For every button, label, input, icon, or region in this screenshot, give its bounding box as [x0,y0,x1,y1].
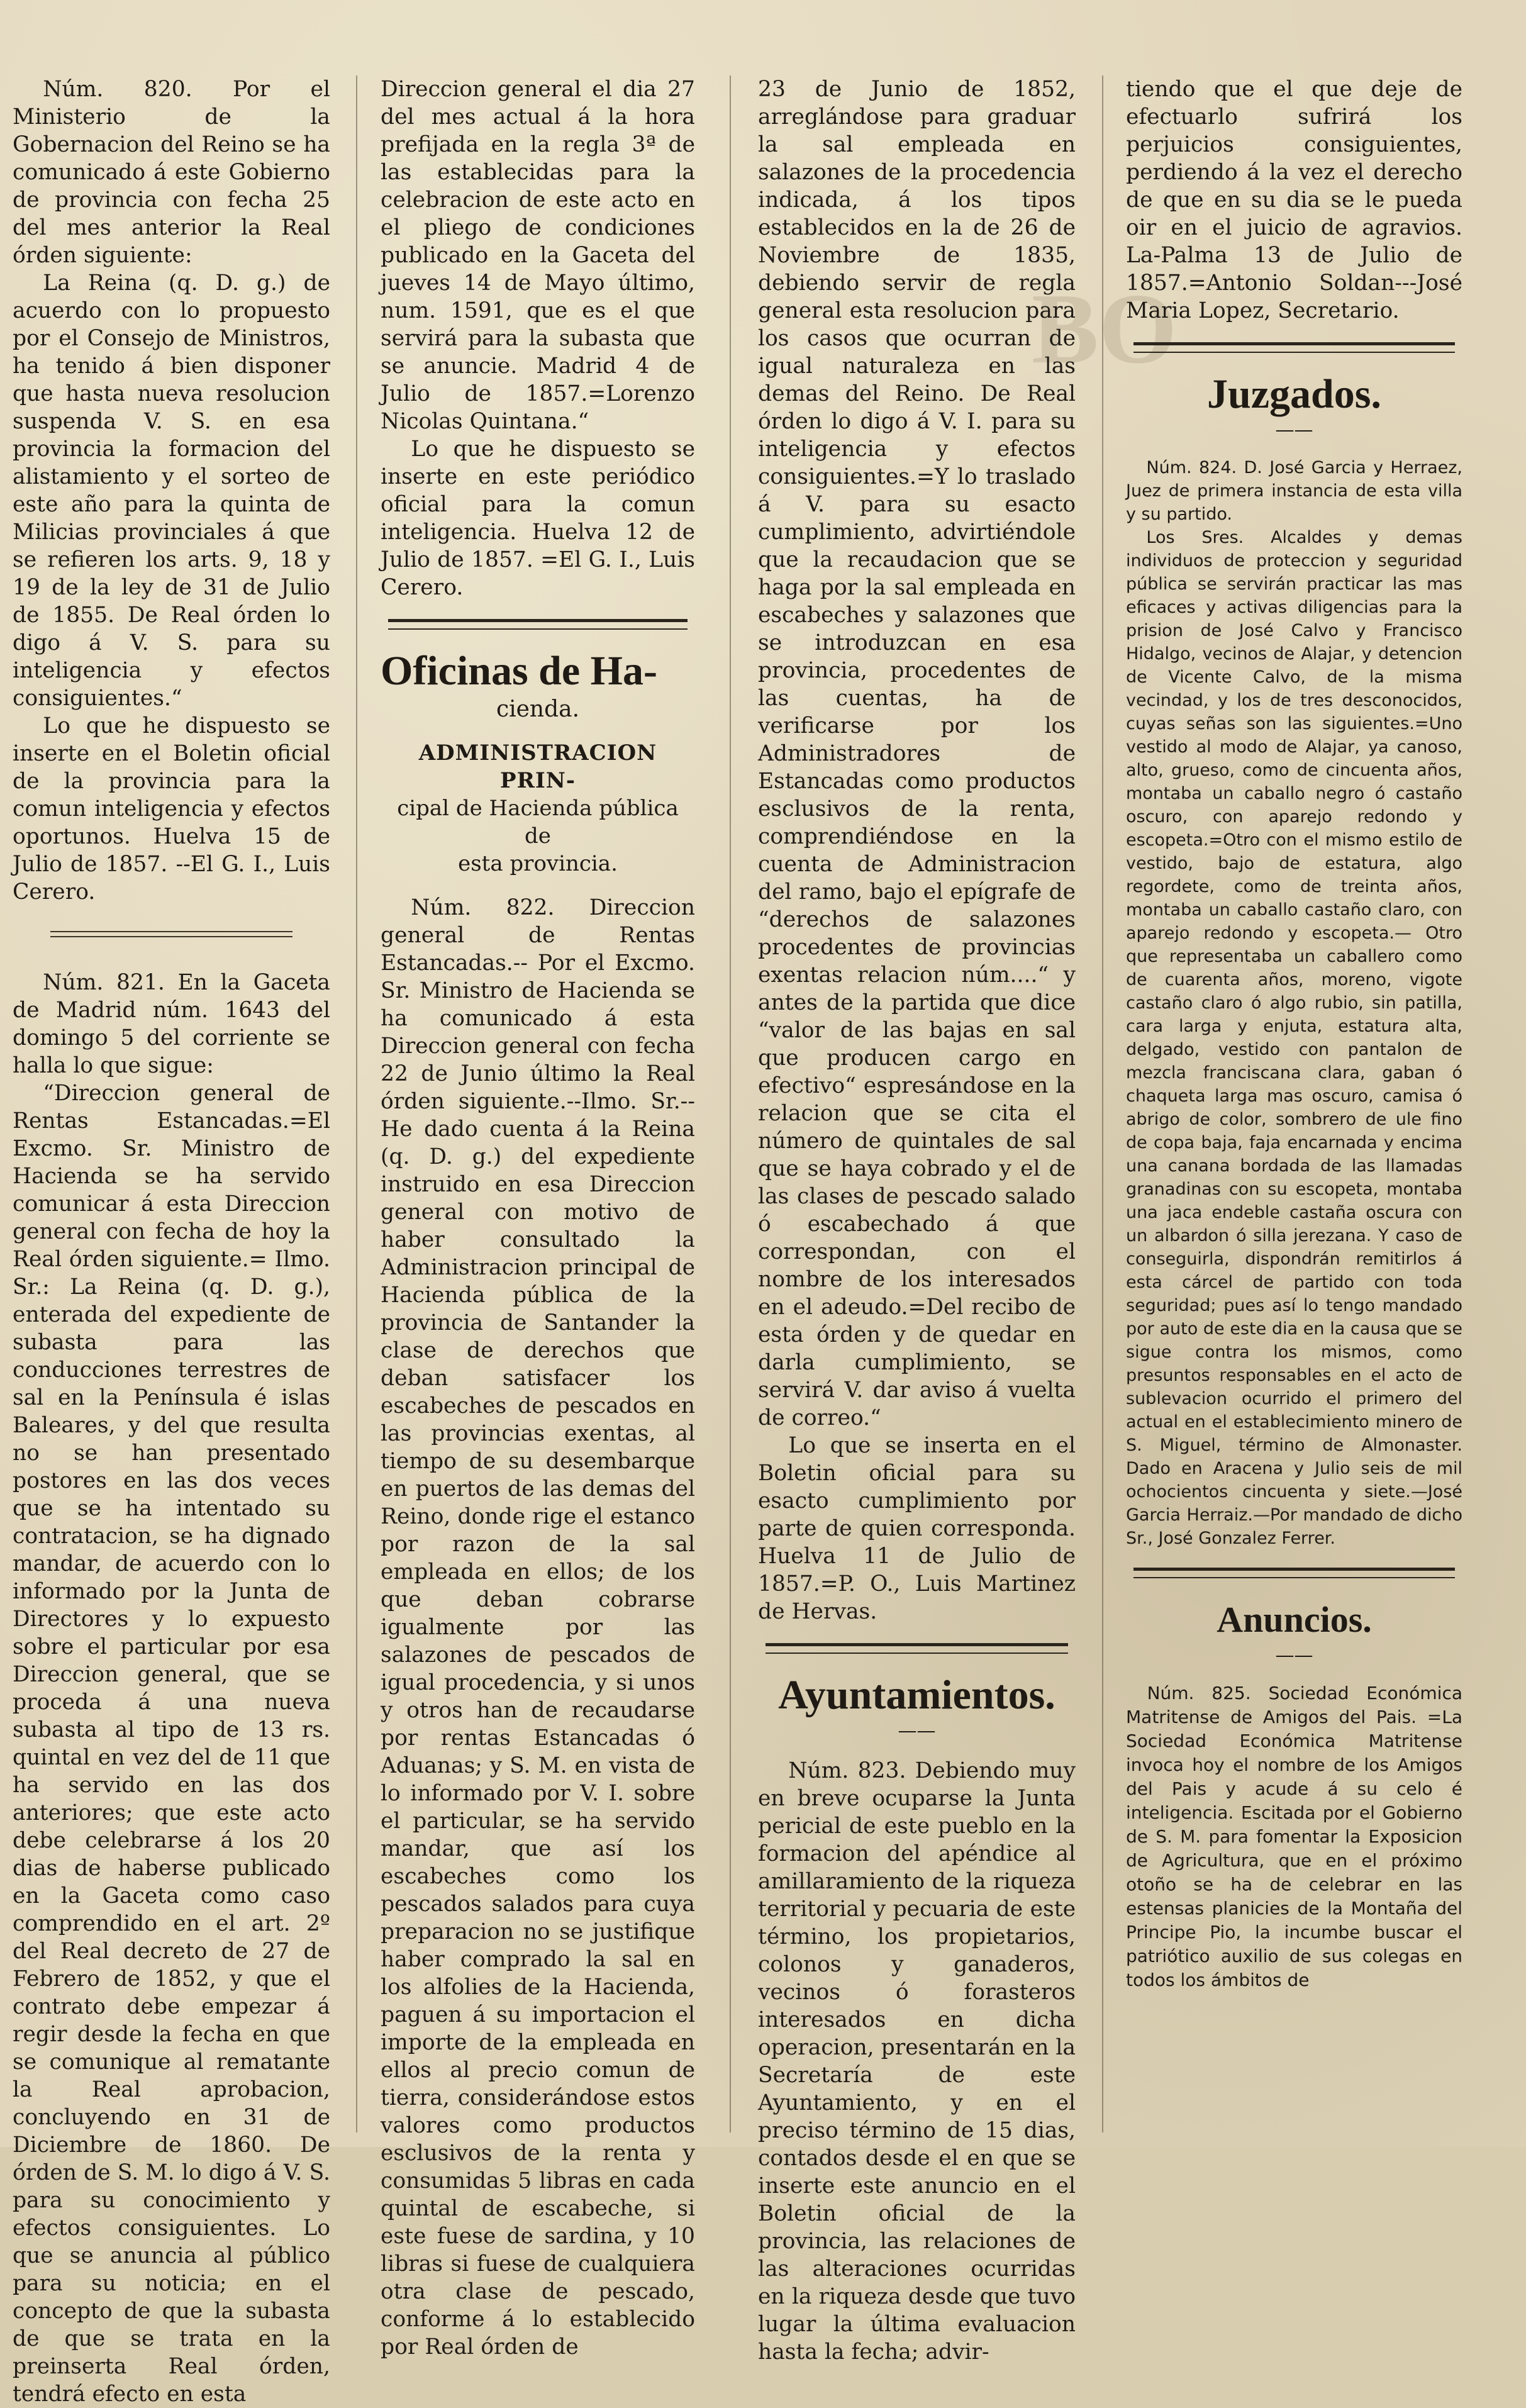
article-821-closing: Lo que he dispuesto se inserte en este periódico oficial para la comun inteligencia. Huelva 12 de Julio de 1857. =El G. I., Luis Cerero. [381,437,695,600]
heading-dash: —— [1275,419,1313,441]
article-824: Núm. 824. D. José Garcia y Herraez, Juez de primera instancia de esta villa y su partido. [1126,458,1462,524]
article-824-block [1126,456,1462,1550]
article-823: Núm. 823. Debiendo muy en breve ocuparse la Junta pericial de este pueblo en la formacion del apéndice al amillaramiento de la riqueza territorial y pecuaria de este término, los propietarios, colonos y ganaderos, vecinos ó forasteros interesados en dicha operacion, presentarán en la Secretaría de este Ayuntamiento, y en el preciso término de 15 dias, contados desde el en que se inserte este anuncio en el Boletin oficial de la provincia, las relaciones de las alteraciones ocurridas en la riqueza desde que tuvo lugar la última evaluacion hasta la fecha; advir- [758,1758,1076,2365]
column-1 [13,75,330,2407]
section-separator [1133,342,1455,353]
column-rule [730,75,731,2132]
column-rule [1102,75,1103,2132]
article-822-closing: Lo que se inserta en el Boletin oficial para su esacto cumplimiento por parte de quien corresponda. Huelva 11 de Julio de 1857.=P. O., Luis Martinez de Hervas. [758,1433,1076,1624]
section-heading-juzgados: Juzgados. [1207,371,1381,417]
section-heading-ayuntamientos: Ayuntamientos. [778,1672,1055,1718]
section-heading-anuncios: Anuncios. [1217,1599,1372,1640]
article-822: Núm. 822. Direccion general de Rentas Estancadas.-- Por el Excmo. Sr. Ministro de Hacienda se ha comunicado á esta Direccion general con fecha 22 de Junio último la Real órden siguiente.--Ilmo. Sr.--He dado cuenta á la Reina (q. D. g.) del expediente instruido en esa Direccion general con motivo de haber consultado la Administracion principal de Hacienda pública de la provincia de Santander la clase de derechos que deban satisfacer los escabeches de pescados en las provincias exentas, al tiempo de su desembarque en puertos de las demas del Reino, donde rige el estanco por razon de la sal empleada en ellos; de los que deban cobrarse igualmente por las salazones de pescados de igual procedencia, y si unos y otros han de recaudarse por rentas Estancadas ó Aduanas; y S. M. en vista de lo informado por V. I. sobre el particular, se ha servido mandar, que así los escabeches como los pescados salados para cuya preparacion no se justifique haber comprado la sal en los alfolies de la Hacienda, paguen á su importacion el importe de la empleada en ellos al precio comun de tierra, considerándose estos valores como productos esclusivos de la renta y consumidas 5 libras en cada quintal de escabeche, si este fuese de sardina, y 10 libras si fuese de cualquiera otra clase de pescado, conforme á lo establecido por Real órden de [381,895,695,2360]
column-3 [758,75,1076,2365]
article-825-block [1126,1681,1462,1992]
article-823-continued: tiendo que el que deje de efectuarlo sufrirá los perjuicios consiguientes, perdiendo á la vez el derecho de que en su dia se le pueda oir en el juicio de agravios. La-Palma 13 de Julio de 1857.=Antonio Soldan---José Maria Lopez, Secretario. [1126,77,1462,323]
article-821-body: “Direccion general de Rentas Estancadas.=El Excmo. Sr. Ministro de Hacienda se ha servido comunicar á esta Direccion general con fecha de hoy la Real órden siguiente.= Ilmo. Sr.: La Reina (q. D. g.), enterada del expediente de subasta para las conducciones terrestres de sal en la Península é islas Baleares, y del que resulta no se han presentado postores en las dos veces que se ha intentado su contratacion, se ha dignado mandar, de acuerdo con lo informado por la Junta de Directores y lo expuesto sobre el particular por esa Direccion general, que se proceda á una nueva subasta al tipo de 13 rs. quintal en vez del de 11 que ha servido en las dos anteriores; que este acto debe celebrarse á los 20 dias de haberse publicado en la Gaceta como caso comprendido en el art. 2º del Real decreto de 27 de Febrero de 1852, y que el contrato debe empezar á regir desde la fecha en que se comunique al rematante la Real aprobacion, concluyendo en 31 de Diciembre de 1860. De órden de S. M. lo digo á V. S. para su conocimiento y efectos consiguientes. Lo que se anuncia al público para su noticia; en el concepto de que la subasta de que se trata en la preinserta Real órden, tendrá efecto en esta [13,1081,330,2407]
section-separator [388,619,688,630]
article-824-body: Los Sres. Alcaldes y demas individuos de proteccion y seguridad pública se servirán practicar las mas eficaces y activas diligencias para la prision de José Calvo y Francisco Hidalgo, vecinos de Alajar, y detencion de Vicente Calvo, de la misma vecindad, y los de tres desconocidos, cuyas señas son las siguientes.=Uno vestido al modo de Alajar, ya canoso, alto, grueso, como de cincuenta años, montaba un caballo negro ó castaño oscuro, con aparejo redondo y escopeta.=Otro con el mismo estilo de vestido, bajo de estatura, algo regordete, como de treinta años, montaba un caballo castaño claro, con aparejo redondo y escopeta.— Otro que representaba un caballero como de cuarenta años, moreno, vigote castaño claro ó algo rubio, sin patilla, cara larga y enjuta, estatura alta, delgado, vestido con pantalon de mezcla franciscana clara, gaban ó chaqueta larga mas oscuro, camisa ó abrigo de color, sombrero de ule fino de copa baja, faja encarnada y encima una canana bordada de las llamadas granadinas con su escopeta, montaba una jaca endeble castaña oscura con un albardon ó silla jerezana. Y caso de conseguirla, dispondrán remitirlos á esta cárcel de partido con toda seguridad; pues así lo tengo mandado por auto de este dia en la causa que se sigue contra los mismos, como presuntos responsables en el acto de sublevacion ocurrido el primero del actual en el establecimiento minero de S. Miguel, término de Almonaster. Dado en Aracena y Julio seis de mil ochocientos cincuenta y siete.—José Garcia Herraiz.—Por mandado de dicho Sr., José Gonzalez Ferrer. [1126,528,1462,1548]
column-2 [381,75,695,2360]
section-heading-oficinas: Oficinas de Ha- [381,648,657,694]
administracion-subheading [381,739,695,878]
article-820-body: La Reina (q. D. g.) de acuerdo con lo propuesto por el Consejo de Ministros, ha tenido á bien disponer que hasta nueva resolucion suspenda V. S. en esa provincia la formacion del alistamiento y el sorteo de este año para la quinta de Milicias provinciales á que se refieren los arts. 9, 18 y 19 de la ley de 31 de Julio de 1855. De Real órden lo digo á V. S. para su inteligencia y efectos consiguientes.“ [13,270,330,711]
subheading-line-3: esta provincia. [458,851,618,876]
subheading-line-2: cipal de Hacienda pública de [397,796,679,849]
article-821-continued: Direccion general el dia 27 del mes actual á la hora prefijada en la regla 3ª de las establecidas para la celebracion de este acto en el pliego de condiciones publicado en la Gaceta del jueves 14 de Mayo último, num. 1591, que es el que servirá para la subasta que se anuncie. Madrid 4 de Julio de 1857.=Lorenzo Nicolas Quintana.“ [381,77,695,434]
section-separator [1133,1568,1455,1578]
article-825: Núm. 825. Sociedad Económica Matritense de Amigos del Pais. =La Sociedad Económica Matritense invoca hoy el nombre de los Amigos del Pais y acude á su celo é inteligencia. Escitada por el Gobierno de S. M. para fomentar la Exposicion de Agricultura, que en el próximo otoño se ha de celebrar en las estensas planicies de la Montaña del Principe Pio, la incumbe buscar el patriótico auxilio de sus colegas en todos los ámbitos de [1126,1683,1462,1990]
subheading-line-1: ADMINISTRACION PRIN- [418,740,657,793]
section-heading-oficinas-cont: cienda. [496,696,580,722]
article-820: Núm. 820. Por el Ministerio de la Gobernacion del Reino se ha comunicado á este Gobierno de provincia con fecha 25 del mes anterior la Real órden siguiente: [13,77,330,268]
heading-dash: —— [1275,1644,1313,1666]
column-rule [356,75,357,2132]
column-4 [1126,75,1462,2132]
show-through-text: BO [1032,272,1178,384]
article-822-continued: 23 de Junio de 1852, arreglándose para graduar la sal empleada en salazones de la procedencia indicada, á los tipos establecidos en la de 26 de Noviembre de 1835, debiendo servir de regla general esta resolucion para los casos que ocurran de igual naturaleza en las demas del Reino. De Real órden lo digo á V. I. para su inteligencia y efectos consiguientes.=Y lo traslado á V. para su esacto cumplimiento, advirtiéndole que la recaudacion que se haga por la sal empleada en escabeches y salazones que se introduzcan en esa provincia, procedentes de las cuentas, ha de verificarse por los Administradores de Estancadas como productos esclusivos de la renta, comprendiéndose en la cuenta de Administracion del ramo, bajo el epígrafe de “derechos de salazones procedentes de provincias exentas relacion núm....“ y antes de la partida que dice “valor de las bajas en sal que producen cargo en efectivo“ espresándose en la relacion que se cita el número de quintales de sal que se haya cobrado y el de las clases de pescado salado ó escabechado á que correspondan, con el nombre de los interesados en el adeudo.=Del recibo de esta órden y de quedar en darla cumplimiento, se servirá V. dar aviso á vuelta de correo.“ [758,77,1076,1430]
separator [50,931,292,937]
article-821: Núm. 821. En la Gaceta de Madrid núm. 1643 del domingo 5 del corriente se halla lo que sigue: [13,970,330,1078]
article-820-closing: Lo que he dispuesto se inserte en el Boletin oficial de la provincia para la comun inteligencia y efectos oportunos. Huelva 15 de Julio de 1857. --El G. I., Luis Cerero. [13,713,330,905]
heading-dash: —— [898,1720,936,1742]
section-separator [766,1643,1068,1654]
